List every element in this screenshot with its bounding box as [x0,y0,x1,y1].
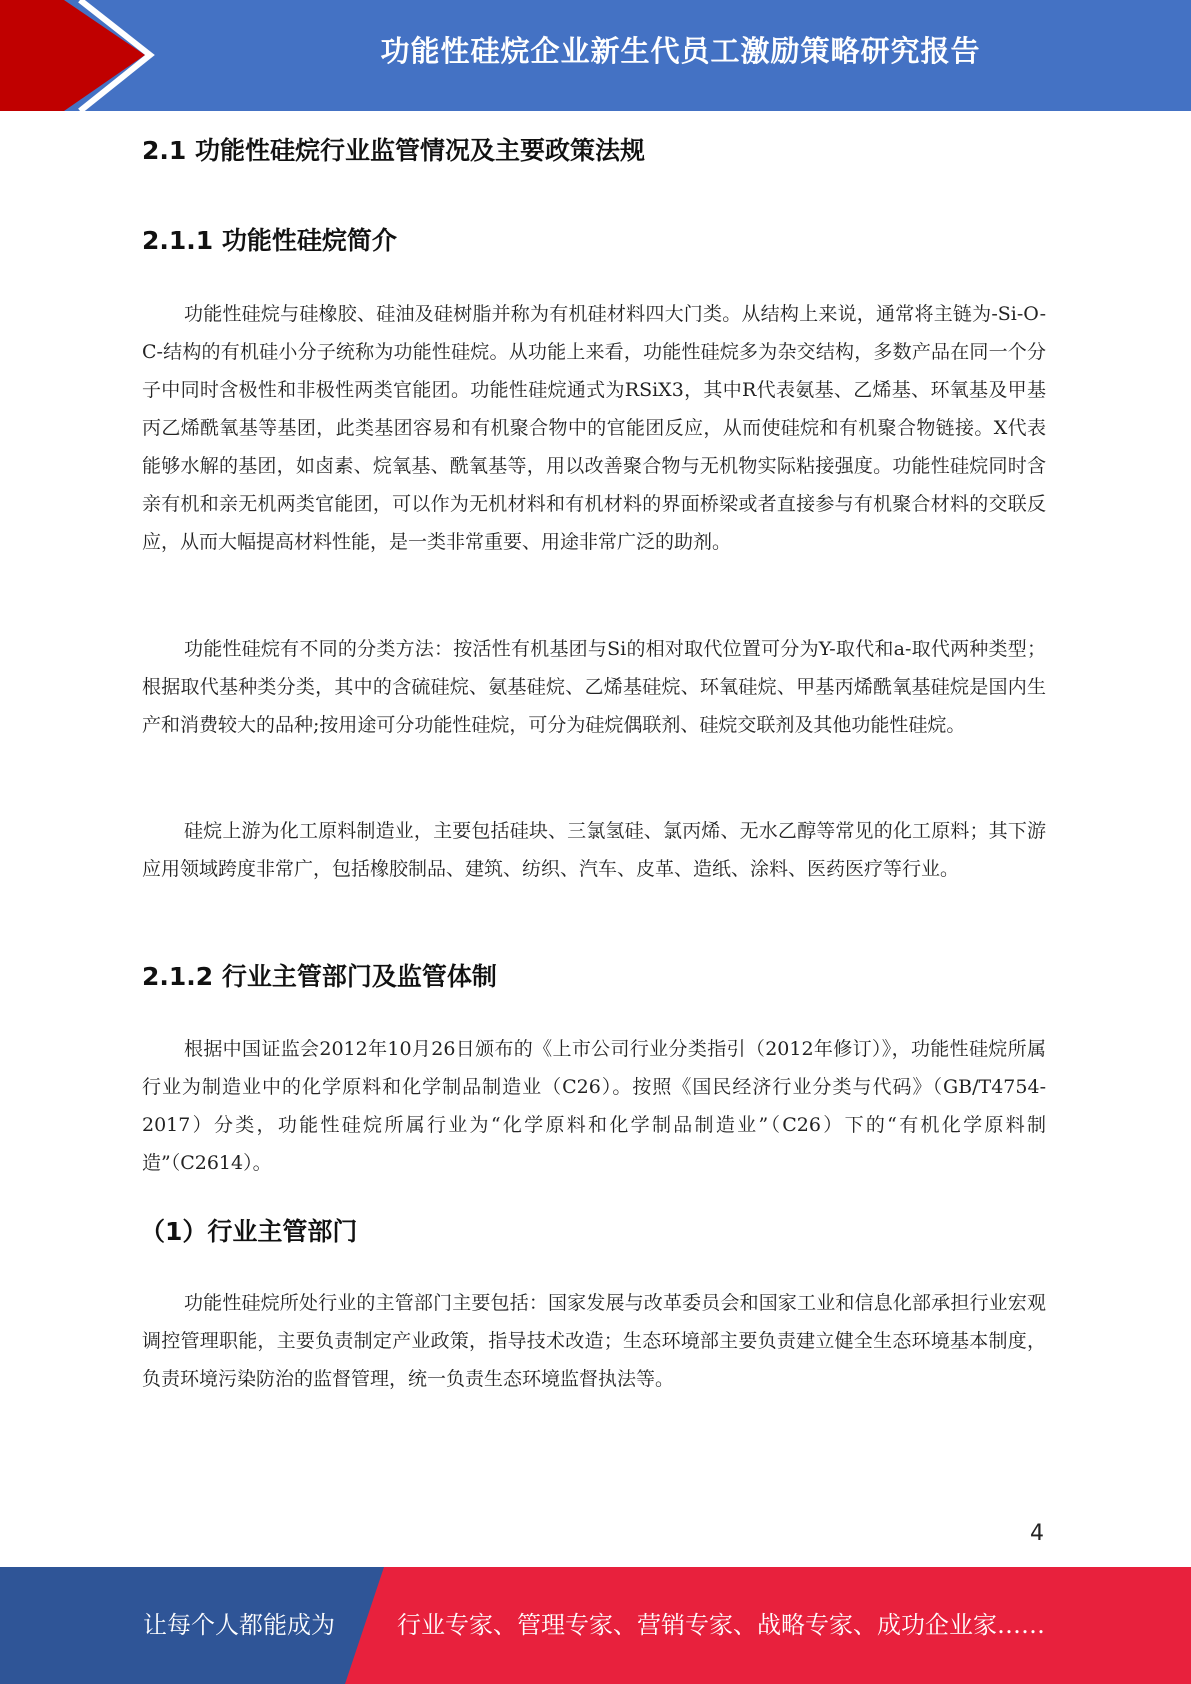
report-title: 功能性硅烷企业新生代员工激励策略研究报告 [380,34,981,68]
page-header [0,0,1191,111]
page-footer [0,1567,1191,1684]
paragraph: 功能性硅烷所处行业的主管部门主要包括：国家发展与改革委员会和国家工业和信息化部承担行业宏观调控管理职能，主要负责制定产业政策，指导技术改造；生态环境部主要负责建立健全生态环境基本制度，负责环境污染防治的监督管理，统一负责生态环境监督执法等。 [142,1292,1046,1390]
subsection-heading-regulator: （1）行业主管部门 [140,1217,358,1246]
section-heading: 2.1 功能性硅烷行业监管情况及主要政策法规 [142,136,645,165]
page-number: 4 [1030,1521,1044,1546]
subsection-heading-2-1-1: 2.1.1 功能性硅烷简介 [142,226,397,255]
paragraph: 根据中国证监会2012年10月26日颁布的《上市公司行业分类指引（2012年修订）》，功能性硅烷所属行业为制造业中的化学原料和化学制品制造业（C26）。按照《国民经济行业分类与代码》（GB/T4754-2017）分类，功能性硅烷所属行业为“化学原料和化学制品制造业”（C26）下的“有机化学原料制造”（C2614）。 [142,1038,1046,1174]
paragraph: 功能性硅烷与硅橡胶、硅油及硅树脂并称为有机硅材料四大门类。从结构上来说，通常将主链为-Si-O-C-结构的有机硅小分子统称为功能性硅烷。从功能上来看，功能性硅烷多为杂交结构，多数产品在同一个分子中同时含极性和非极性两类官能团。功能性硅烷通式为RSiX3，其中R代表氨基、乙烯基、环氧基及甲基丙乙烯酰氧基等基团，此类基团容易和有机聚合物中的官能团反应，从而使硅烷和有机聚合物链接。X代表能够水解的基团，如卤素、烷氧基、酰氧基等，用以改善聚合物与无机物实际粘接强度。功能性硅烷同时含亲有机和亲无机两类官能团，可以作为无机材料和有机材料的界面桥梁或者直接参与有机聚合材料的交联反应，从而大幅提高材料性能，是一类非常重要、用途非常广泛的助剂。 [142,303,1046,553]
subsection-heading-2-1-2: 2.1.2 行业主管部门及监管体制 [142,962,497,991]
paragraph: 硅烷上游为化工原料制造业，主要包括硅块、三氯氢硅、氯丙烯、无水乙醇等常见的化工原料；其下游应用领域跨度非常广，包括橡胶制品、建筑、纺织、汽车、皮革、造纸、涂料、医药医疗等行业。 [142,820,1046,880]
footer-slogan-right: 行业专家、管理专家、营销专家、战略专家、成功企业家…… [397,1611,1045,1639]
footer-slogan-left: 让每个人都能成为 [143,1611,335,1639]
paragraph: 功能性硅烷有不同的分类方法：按活性有机基团与Si的相对取代位置可分为Y-取代和a-取代两种类型；根据取代基种类分类，其中的含硫硅烷、氨基硅烷、乙烯基硅烷、环氧硅烷、甲基丙烯酰氧基硅烷是国内生产和消费较大的品种;按用途可分功能性硅烷，可分为硅烷偶联剂、硅烷交联剂及其他功能性硅烷。 [142,638,1046,736]
